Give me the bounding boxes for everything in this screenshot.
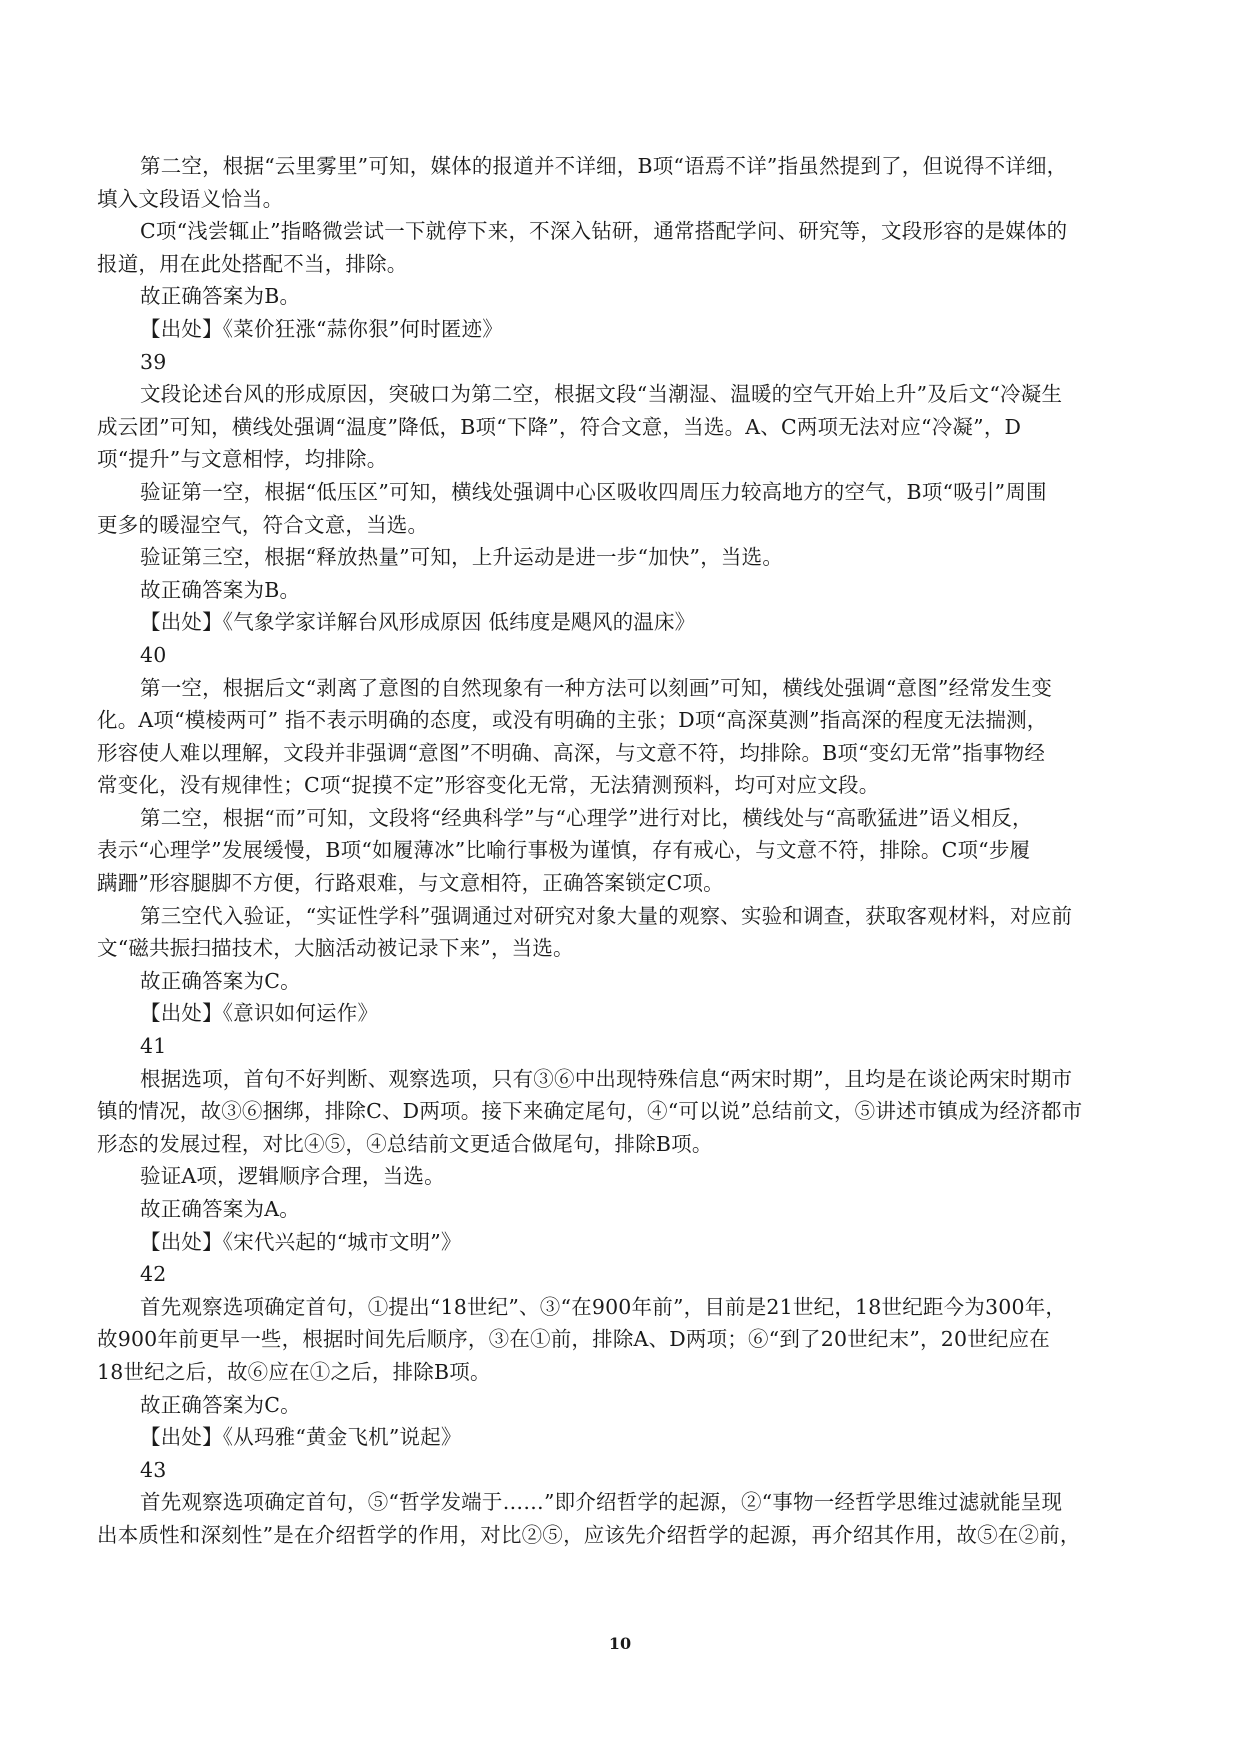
text-line: 【出处】《从玛雅“黄金飞机”说起》	[140, 1425, 462, 1450]
document-body	[97, 150, 1149, 1552]
text-line: 【出处】《意识如何运作》	[140, 1001, 379, 1026]
text-line: 根据选项，首句不好判断、观察选项，只有③⑥中出现特殊信息“两宋时期”，且均是在谈论两宋时期市	[140, 1066, 1073, 1091]
text-line: 项“提升”与文意相悖，均排除。	[97, 447, 388, 472]
text-line: 43	[140, 1457, 167, 1482]
text-line: 第三空代入验证，“实证性学科”强调通过对研究对象大量的观察、实验和调查，获取客观材料，对应前	[140, 903, 1073, 928]
text-line: 故正确答案为A。	[140, 1197, 300, 1221]
text-line: 形容使人难以理解，文段并非强调“意图”不明确、高深，与文意不符，均排除。B项“变幻无常”指事物经	[97, 740, 1046, 765]
page-number: 10	[608, 1634, 632, 1653]
text-line: 化。A项“模棱两可” 指不表示明确的态度，或没有明确的主张；D项“高深莫测”指高深的程度无法揣测，	[97, 708, 1048, 733]
text-line: 【出处】《宋代兴起的“城市文明”》	[140, 1229, 462, 1254]
text-line: 首先观察选项确定首句，①提出“18世纪”、③“在900年前”，目前是21世纪，18世纪距今为300年，	[140, 1294, 1067, 1319]
text-line: 42	[140, 1262, 167, 1287]
text-line: 形态的发展过程，对比④⑤，④总结前文更适合做尾句，排除B项。	[97, 1131, 713, 1156]
text-line: 39	[140, 349, 167, 374]
text-line: 报道，用在此处搭配不当，排除。	[97, 251, 408, 276]
text-line: C项“浅尝辄止”指略微尝试一下就停下来，不深入钻研，通常搭配学问、研究等，文段形容的是媒体的	[140, 219, 1068, 244]
text-line: 表示“心理学”发展缓慢，B项“如履薄冰”比喻行事极为谨慎，存有戒心，与文意不符，排除。C项“步履	[97, 838, 1031, 863]
text-line: 故正确答案为C。	[140, 968, 301, 993]
text-line: 文段论述台风的形成原因，突破口为第二空，根据文段“当潮湿、温暖的空气开始上升”及后文“冷凝生	[140, 382, 1063, 407]
text-line: 成云团”可知，横线处强调“温度”降低，B项“下降”，符合文意，当选。A、C两项无法对应“冷凝”，D	[97, 414, 1022, 439]
text-line: 验证第一空，根据“低压区”可知，横线处强调中心区吸收四周压力较高地方的空气，B项“吸引”周围	[140, 479, 1047, 504]
text-line: 第二空，根据“而”可知，文段将“经典科学”与“心理学”进行对比，横线处与“高歌猛进”语义相反，	[140, 805, 1033, 830]
text-line: 常变化，没有规律性；C项“捉摸不定”形容变化无常，无法猜测预料，均可对应文段。	[97, 773, 880, 798]
text-line: 验证第三空，根据“释放热量”可知，上升运动是进一步“加快”，当选。	[140, 545, 784, 570]
text-line: 出本质性和深刻性”是在介绍哲学的作用，对比②⑤，应该先介绍哲学的起源，再介绍其作用，故⑤在②前，	[97, 1522, 1081, 1547]
text-line: 验证A项，逻辑顺序合理，当选。	[140, 1164, 445, 1189]
text-line: 18世纪之后，故⑥应在①之后，排除B项。	[97, 1359, 491, 1384]
text-line: 【出处】《气象学家详解台风形成原因 低纬度是飓风的温床》	[140, 610, 696, 635]
text-line: 故正确答案为B。	[140, 577, 301, 602]
text-line: 故正确答案为B。	[140, 284, 301, 309]
text-line: 蹒跚”形容腿脚不方便，行路艰难，与文意相符，正确答案锁定C项。	[97, 871, 724, 896]
text-line: 首先观察选项确定首句，⑤“哲学发端于……”即介绍哲学的起源，②“事物一经哲学思维过滤就能呈现	[140, 1490, 1063, 1515]
text-line: 【出处】《菜价狂涨“蒜你狠”何时匿迹》	[140, 316, 504, 341]
text-line: 故900年前更早一些，根据时间先后顺序，③在①前，排除A、D两项；⑥“到了20世纪末”，20世纪应在	[97, 1327, 1050, 1352]
text-line: 第二空，根据“云里雾里”可知，媒体的报道并不详细，B项“语焉不详”指虽然提到了，但说得不详细，	[140, 154, 1068, 178]
text-line: 第一空，根据后文“剥离了意图的自然现象有一种方法可以刻画”可知，横线处强调“意图”经常发生变	[140, 675, 1053, 700]
text-line: 故正确答案为C。	[140, 1392, 301, 1417]
text-line: 文“磁共振扫描技术，大脑活动被记录下来”，当选。	[97, 936, 574, 961]
text-line: 更多的暖湿空气，符合文意，当选。	[97, 512, 429, 537]
text-line: 41	[140, 1034, 167, 1059]
text-line: 40	[140, 642, 167, 667]
text-line: 镇的情况，故③⑥捆绑，排除C、D两项。接下来确定尾句，④“可以说”总结前文，⑤讲述市镇成为经济都市	[97, 1099, 1083, 1124]
text-line: 填入文段语义恰当。	[97, 186, 284, 211]
